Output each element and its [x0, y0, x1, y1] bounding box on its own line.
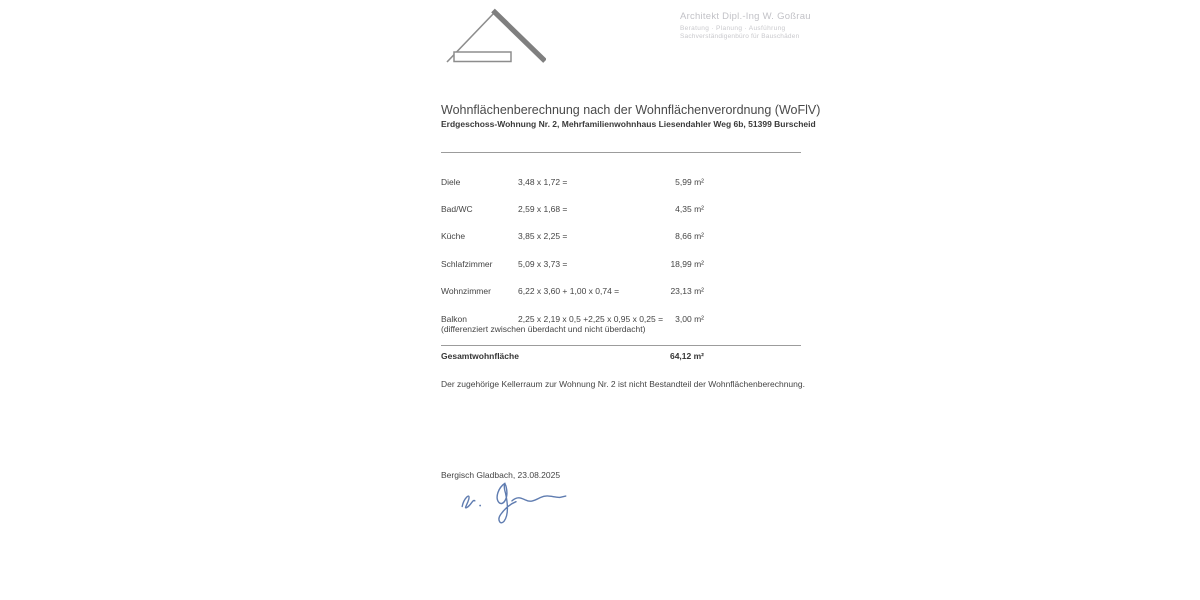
room-label: Bad/WC: [441, 204, 473, 214]
table-row: [441, 204, 801, 224]
total-area: 64,12 m²: [669, 351, 704, 361]
room-area: 5,99 m²: [675, 177, 704, 187]
room-label: Balkon: [441, 314, 467, 324]
company-services: Beratung · Planung · Ausführung: [680, 24, 786, 32]
room-formula: 2,59 x 1,68 =: [518, 204, 568, 214]
room-formula: 6,22 x 3,60 + 1,00 x 0,74 =: [518, 286, 620, 296]
room-formula: 3,48 x 1,72 =: [518, 177, 568, 187]
room-formula: 2,25 x 2,19 x 0,5 +2,25 x 0,95 x 0,25 =: [518, 314, 664, 324]
page-title: Wohnflächenberechnung nach der Wohnflächenverordnung (WoFlV): [441, 103, 821, 117]
room-area: 8,66 m²: [675, 231, 704, 241]
cellar-note: Der zugehörige Kellerraum zur Wohnung Nr. 2 ist nicht Bestandteil der Wohnflächenberechnung.: [441, 379, 805, 389]
company-name: Architekt Dipl.-Ing W. Goßrau: [680, 11, 811, 22]
total-label: Gesamtwohnfläche: [441, 351, 519, 361]
room-area: 3,00 m²: [675, 314, 704, 324]
table-row: [441, 286, 801, 306]
company-expert-office: Sachverständigenbüro für Bauschäden: [680, 32, 800, 40]
room-label: Wohnzimmer: [441, 286, 491, 296]
divider-top: [441, 152, 801, 153]
table-row: [441, 177, 801, 197]
place-date: Bergisch Gladbach, 23.08.2025: [441, 470, 561, 480]
handwritten-signature-icon: [450, 477, 570, 532]
room-note: (differenziert zwischen überdacht und nicht überdacht): [441, 323, 646, 334]
table-row: [441, 231, 801, 251]
architect-roof-logo-icon: [441, 6, 546, 69]
room-label: Schlafzimmer: [441, 259, 493, 269]
room-area: 18,99 m²: [670, 259, 704, 269]
divider-total: [441, 345, 801, 346]
table-row: [441, 314, 801, 334]
room-label: Diele: [441, 177, 461, 187]
room-area: 23,13 m²: [670, 286, 704, 296]
page-subtitle: Erdgeschoss-Wohnung Nr. 2, Mehrfamilienwohnhaus Liesendahler Weg 6b, 51399 Burscheid: [441, 119, 816, 129]
room-label: Küche: [441, 231, 466, 241]
letterhead-company-block: [680, 11, 811, 40]
room-formula: 3,85 x 2,25 =: [518, 231, 568, 241]
table-row: [441, 259, 801, 279]
room-formula: 5,09 x 3,73 =: [518, 259, 568, 269]
room-area: 4,35 m²: [675, 204, 704, 214]
